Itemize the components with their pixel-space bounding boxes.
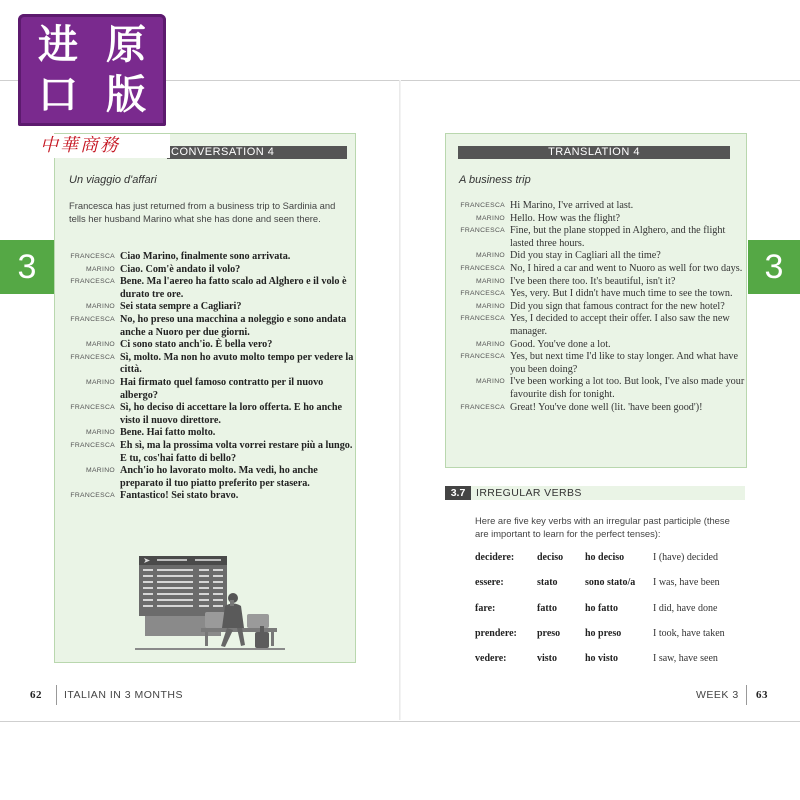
conversation-box [54, 133, 356, 663]
translation-line [446, 402, 746, 415]
conversation-intro: Francesca has just returned from a business trip to Sardinia and tells her husband Marino what she has done and seen there. [69, 200, 336, 224]
translation-line [446, 288, 746, 301]
translation-line [446, 200, 746, 213]
publisher-logo [14, 14, 170, 156]
translation-line [446, 276, 746, 289]
dialogue-text: Hi Marino, I've arrived at last. [510, 200, 634, 211]
speaker-label: MARINO [476, 340, 505, 348]
dialogue-text: Eh sì, ma la prossima volta vorrei restare più a lungo. E tu, cos'hai fatto di bello? [120, 439, 353, 464]
conversation-line [55, 490, 355, 503]
verb-row [475, 577, 755, 602]
speaker-label: FRANCESCA [70, 315, 115, 323]
verb-row [475, 653, 755, 678]
footer-week-label: WEEK 3 [696, 689, 739, 701]
dialogue-text: Bene. Ma l'aereo ha fatto scalo ad Alghero e il volo è durato tre ore. [120, 276, 347, 300]
dialogue-text: Yes, I decided to accept their offer. I also saw the new manager. [510, 313, 730, 337]
dialogue-text: Great! You've done well (lit. 'have been good')! [510, 401, 703, 413]
conversation-line [55, 276, 355, 301]
verb-perfect: ho fatto [585, 602, 619, 614]
conversation-line [55, 440, 355, 465]
speaker-label: MARINO [476, 302, 505, 310]
translation-line [446, 313, 746, 338]
translation-header: TRANSLATION 4 [458, 146, 730, 159]
logo-char: 原 [106, 22, 146, 68]
week-tab-right: 3 [748, 240, 800, 294]
dialogue-text: I've been working a lot too. But look, I've also made your favourite dish for tonight. [510, 376, 745, 400]
dialogue-text: Fantastico! Sei stato bravo. [120, 490, 239, 502]
verb-translation: I (have) decided [653, 552, 718, 563]
translation-line [446, 301, 746, 314]
translation-line [446, 339, 746, 352]
speaker-label: FRANCESCA [460, 227, 505, 235]
dialogue-text: Ciao. Com'è andato il volo? [120, 263, 241, 275]
verb-participle: preso [537, 627, 561, 639]
conversation-subtitle: Un viaggio d'affari [69, 174, 157, 186]
dialogue-text: Anch'io ho lavorato molto. Ma vedi, ho anche preparato il tuo piatto preferito per stasera. [120, 465, 318, 489]
conversation-line [55, 301, 355, 314]
translation-line [446, 263, 746, 276]
verb-participle: stato [537, 577, 558, 589]
speaker-label: MARINO [476, 214, 505, 222]
verb-translation: I took, have taken [653, 627, 725, 639]
translation-box [445, 133, 747, 468]
translation-dialogue [446, 200, 746, 414]
verb-perfect: sono stato/a [585, 577, 636, 589]
verb-translation: I did, have done [653, 602, 718, 614]
dialogue-text: Did you stay in Cagliari all the time? [510, 250, 661, 262]
page-number-right: 63 [756, 689, 768, 701]
logo-char: 进 [38, 22, 78, 68]
verb-infinitive: vedere: [475, 653, 507, 665]
verb-infinitive: fare: [475, 602, 496, 614]
dialogue-text: No, ho preso una macchina a noleggio e sono andata anche a Nuoro per due giorni. [120, 313, 347, 338]
verb-infinitive: prendere: [475, 627, 517, 639]
page-number-left: 62 [30, 689, 42, 701]
section-heading [445, 486, 745, 500]
verb-infinitive: essere: [475, 577, 504, 589]
translation-line [446, 351, 746, 376]
verb-perfect: ho deciso [585, 552, 625, 563]
verb-perfect: ho preso [585, 627, 622, 639]
dialogue-text: Sei stata sempre a Cagliari? [120, 301, 242, 313]
conversation-line [55, 339, 355, 352]
dialogue-text: Yes, but next time I'd like to stay longer. And what have you been doing? [510, 351, 739, 375]
dialogue-text: Bene. Hai fatto molto. [120, 427, 216, 439]
verb-perfect: ho visto [585, 653, 619, 665]
dialogue-text: Hello. How was the flight? [510, 212, 621, 224]
dialogue-text: No, I hired a car and went to Nuoro as well for two days. [510, 262, 743, 274]
conversation-line [55, 427, 355, 440]
conversation-line [55, 377, 355, 402]
verb-translation: I was, have been [653, 577, 720, 589]
dialogue-text: Ciao Marino, finalmente sono arrivata. [120, 251, 291, 262]
speaker-label: FRANCESCA [460, 353, 505, 361]
speaker-label: MARINO [86, 467, 115, 475]
airport-illustration-icon [135, 552, 285, 652]
verb-participle: deciso [537, 552, 564, 563]
conversation-dialogue [55, 251, 355, 503]
verb-participle: visto [537, 653, 557, 665]
speaker-label: FRANCESCA [70, 278, 115, 286]
section-title: IRREGULAR VERBS [476, 487, 582, 499]
dialogue-text: Fine, but the plane stopped in Alghero, and the flight lasted three hours. [510, 225, 726, 249]
speaker-label: MARINO [86, 378, 115, 386]
conversation-line [55, 264, 355, 277]
speaker-label: MARINO [86, 429, 115, 437]
dialogue-text: Good. You've done a lot. [510, 338, 611, 350]
dialogue-text: Sì, ho deciso di accettare la loro offerta. E ho anche visto il nuovo direttore. [120, 402, 343, 426]
conversation-line [55, 402, 355, 427]
conversation-header: CONVERSATION 4 [167, 146, 347, 159]
translation-subtitle: A business trip [459, 174, 531, 186]
speaker-label: MARINO [476, 277, 505, 285]
page-gutter [399, 80, 401, 720]
verb-row [475, 628, 755, 653]
conversation-line [55, 314, 355, 339]
translation-line [446, 213, 746, 226]
verb-infinitive: decidere: [475, 552, 515, 563]
speaker-label: MARINO [86, 303, 115, 311]
conversation-line [55, 352, 355, 377]
footer-divider [746, 685, 747, 705]
translation-line [446, 250, 746, 263]
speaker-label: FRANCESCA [70, 353, 115, 361]
section-intro: Here are five key verbs with an irregular past participle (these are important to learn for the perfect tenses): [475, 515, 730, 539]
conversation-line [55, 251, 355, 264]
dialogue-text: Did you sign that famous contract for the new hotel? [510, 300, 725, 312]
speaker-label: FRANCESCA [460, 264, 505, 272]
irregular-verbs-table [475, 552, 755, 678]
footer-divider [56, 685, 57, 705]
dialogue-text: Yes, very. But I didn't have much time to see the town. [510, 288, 733, 300]
speaker-label: MARINO [86, 265, 115, 273]
speaker-label: FRANCESCA [460, 403, 505, 411]
verb-translation: I saw, have seen [653, 653, 718, 665]
dialogue-text: Sì, molto. Ma non ho avuto molto tempo per vedere la città. [120, 351, 354, 376]
verb-participle: fatto [537, 602, 557, 614]
speaker-label: FRANCESCA [70, 253, 115, 260]
translation-line [446, 225, 746, 250]
speaker-label: FRANCESCA [460, 202, 505, 209]
speaker-label: MARINO [476, 378, 505, 386]
logo-char: 口 [38, 72, 78, 118]
speaker-label: MARINO [86, 341, 115, 349]
logo-subtitle: 中華商務 [14, 134, 170, 158]
speaker-label: FRANCESCA [70, 492, 115, 500]
dialogue-text: Ci sono stato anch'io. È bella vero? [120, 339, 273, 351]
verb-row [475, 603, 755, 628]
speaker-label: MARINO [476, 252, 505, 260]
week-tab-left: 3 [0, 240, 54, 294]
speaker-label: FRANCESCA [460, 315, 505, 323]
dialogue-text: I've been there too. It's beautiful, isn't it? [510, 275, 676, 287]
footer-book-title: ITALIAN IN 3 MONTHS [64, 689, 183, 701]
section-number: 3.7 [445, 486, 471, 500]
logo-char: 版 [106, 72, 146, 118]
translation-line [446, 376, 746, 401]
dialogue-text: Hai firmato quel famoso contratto per il nuovo albergo? [120, 376, 324, 401]
verb-row [475, 552, 755, 577]
speaker-label: FRANCESCA [460, 290, 505, 298]
conversation-line [55, 465, 355, 490]
speaker-label: FRANCESCA [70, 404, 115, 412]
speaker-label: FRANCESCA [70, 441, 115, 449]
